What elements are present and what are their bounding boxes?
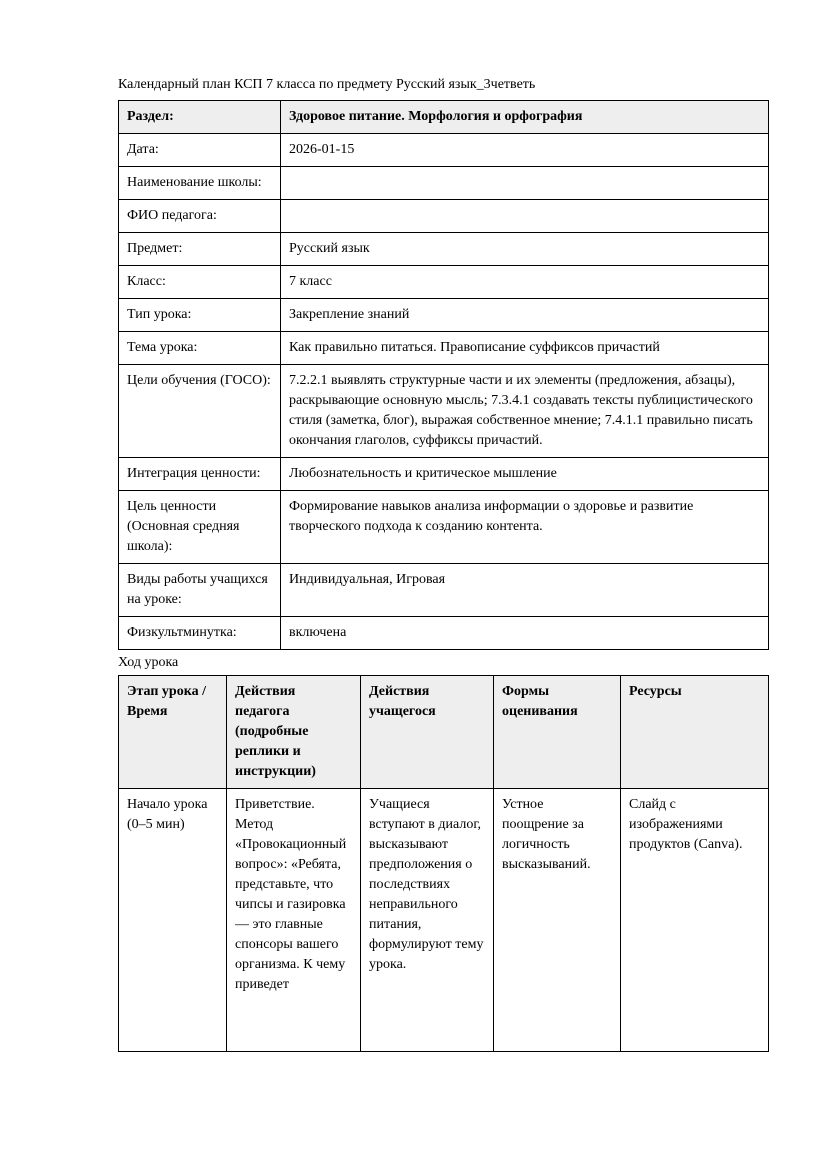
header-cell-assessment: Формы оценивания xyxy=(494,676,621,789)
section-heading: Ход урока xyxy=(118,655,179,670)
info-label-cell: Дата: xyxy=(119,134,281,167)
info-label-cell: Физкультминутка: xyxy=(119,617,281,650)
lesson-course-table xyxy=(118,675,769,1052)
table-row xyxy=(119,491,769,564)
header-cell-student-actions: Действия учащегося xyxy=(361,676,494,789)
info-label-cell: Класс: xyxy=(119,266,281,299)
info-label-cell: ФИО педагога: xyxy=(119,200,281,233)
lesson-info-table xyxy=(118,100,769,650)
info-value-cell xyxy=(281,167,769,200)
info-value-cell: Здоровое питание. Морфология и орфография xyxy=(281,101,769,134)
table-row xyxy=(119,200,769,233)
table-row xyxy=(119,266,769,299)
info-value-cell: Формирование навыков анализа информации о здоровье и развитие творческого подхода к созданию контента. xyxy=(281,491,769,564)
info-value-cell: Любознательность и критическое мышление xyxy=(281,458,769,491)
teacher-actions-cell xyxy=(227,789,361,1052)
table-row xyxy=(119,299,769,332)
info-value-cell: 2026-01-15 xyxy=(281,134,769,167)
resources-text: Слайд с изображениями продуктов (Canva). xyxy=(629,797,743,852)
document-title: Календарный план КСП 7 класса по предмету Русский язык_3четветь xyxy=(118,77,536,92)
table-row xyxy=(119,233,769,266)
info-label-cell: Тип урока: xyxy=(119,299,281,332)
table-row xyxy=(119,617,769,650)
resources-cell xyxy=(621,789,769,1052)
info-label-cell: Цель ценности (Основная средняя школа): xyxy=(119,491,281,564)
assessment-text: Устное поощрение за логичность высказываний. xyxy=(502,797,591,872)
info-label-cell: Наименование школы: xyxy=(119,167,281,200)
info-value-cell: 7 класс xyxy=(281,266,769,299)
table-header-row xyxy=(119,676,769,789)
info-label-cell: Виды работы учащихся на уроке: xyxy=(119,564,281,617)
table-row xyxy=(119,167,769,200)
info-label-cell: Интеграция ценности: xyxy=(119,458,281,491)
info-value-cell: включена xyxy=(281,617,769,650)
table-row xyxy=(119,789,769,1052)
stage-text: Начало урока (0–5 мин) xyxy=(127,797,208,832)
student-actions-text: Учащиеся вступают в диалог, высказывают предположения о последствиях неправильного питания, формулируют тему урока. xyxy=(369,797,484,972)
info-label-cell: Цели обучения (ГОСО): xyxy=(119,365,281,458)
table-row xyxy=(119,332,769,365)
info-label-cell: Тема урока: xyxy=(119,332,281,365)
header-cell-resources: Ресурсы xyxy=(621,676,769,789)
info-label-cell: Предмет: xyxy=(119,233,281,266)
header-cell-stage: Этап урока / Время xyxy=(119,676,227,789)
table-row xyxy=(119,365,769,458)
student-actions-cell xyxy=(361,789,494,1052)
info-value-cell: Как правильно питаться. Правописание суффиксов причастий xyxy=(281,332,769,365)
stage-cell xyxy=(119,789,227,1052)
table-row xyxy=(119,458,769,491)
info-value-cell: 7.2.2.1 выявлять структурные части и их элементы (предложения, абзацы), раскрывающие основную мысль; 7.3.4.1 создавать тексты публицистического стиля (заметка, блог), выражая собственное мнение; 7.4.1.1 правильно писать окончания глаголов, суффиксы причастий. xyxy=(281,365,769,458)
info-label-cell: Раздел: xyxy=(119,101,281,134)
info-value-cell xyxy=(281,200,769,233)
table-row xyxy=(119,134,769,167)
info-value-cell: Закрепление знаний xyxy=(281,299,769,332)
teacher-actions-text: Приветствие. Метод «Провокационный вопрос»: «Ребята, представьте, что чипсы и газировка — это главные спонсоры вашего организма. К чему приведет xyxy=(235,797,347,992)
info-value-cell: Русский язык xyxy=(281,233,769,266)
table-row xyxy=(119,564,769,617)
info-value-cell: Индивидуальная, Игровая xyxy=(281,564,769,617)
header-cell-teacher-actions: Действия педагога (подробные реплики и инструкции) xyxy=(227,676,361,789)
table-row xyxy=(119,101,769,134)
assessment-cell xyxy=(494,789,621,1052)
